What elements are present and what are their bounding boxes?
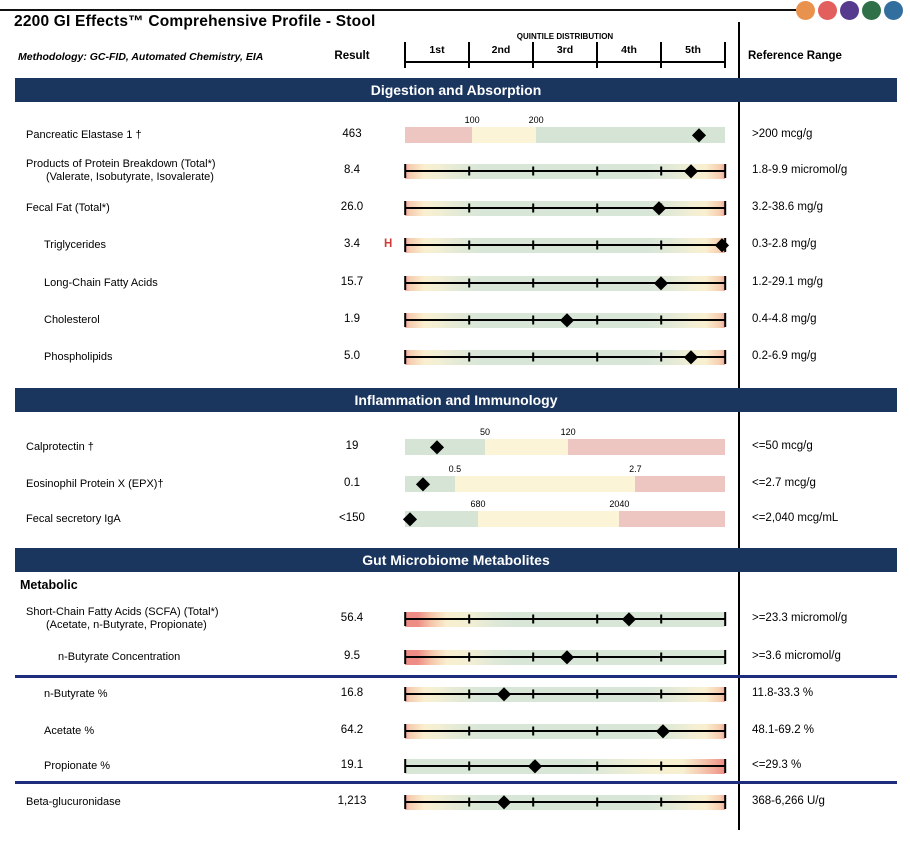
bar-axis-tick <box>532 353 534 362</box>
bar-axis-line <box>405 693 725 695</box>
test-name <box>44 239 106 252</box>
quintile-distribution-header: QUINTILE DISTRIBUTION <box>516 32 614 41</box>
bar-axis-tick <box>404 164 406 178</box>
segment-boundary-label: 120 <box>560 427 576 437</box>
test-name <box>26 441 94 454</box>
test-name <box>26 129 142 142</box>
bar-axis-tick <box>596 316 598 325</box>
bar-axis-tick <box>660 615 662 624</box>
bar-axis-tick <box>724 687 726 701</box>
bar-segment-cream <box>455 476 635 492</box>
result-value: 0.1 <box>344 477 360 489</box>
bar-axis-tick <box>596 762 598 771</box>
quintile-bar <box>405 795 725 810</box>
test-name-line1: Cholesterol <box>44 313 100 326</box>
bar-axis-tick <box>404 313 406 327</box>
ruler-tick <box>404 42 406 68</box>
reference-range: 0.3-2.8 mg/g <box>752 238 817 250</box>
bar-axis-tick <box>532 727 534 736</box>
bar-axis-tick <box>404 650 406 664</box>
bar-axis-tick <box>468 167 470 176</box>
section-header-inflammation: Inflammation and Immunology <box>15 388 897 412</box>
result-value: 1.9 <box>344 313 360 325</box>
bar-axis-tick <box>660 653 662 662</box>
test-name-line1: Pancreatic Elastase 1 † <box>26 128 142 141</box>
bar-axis-tick <box>404 350 406 364</box>
quintile-bar <box>405 313 725 328</box>
bar-axis-tick <box>532 241 534 250</box>
bar-axis-tick <box>532 798 534 807</box>
quintile-bar <box>405 499 725 527</box>
result-marker-diamond <box>560 650 573 663</box>
result-marker-diamond <box>656 724 669 737</box>
reference-range: >=3.6 micromol/g <box>752 650 841 662</box>
quintile-label-3rd: 3rd <box>556 44 574 56</box>
bar-axis-tick <box>660 762 662 771</box>
brand-dot-purple <box>840 1 859 20</box>
bar-axis-tick <box>468 615 470 624</box>
reference-range: >=23.3 micromol/g <box>752 612 848 624</box>
quintile-label-5th: 5th <box>685 44 701 56</box>
test-name-line1: Fecal secretory IgA <box>26 512 121 525</box>
bar-axis-tick <box>724 650 726 664</box>
bar-segment-cream <box>472 127 536 143</box>
bar-axis-tick <box>724 201 726 215</box>
bar-axis-tick <box>596 798 598 807</box>
brand-dot-green <box>862 1 881 20</box>
test-name-line1: Long-Chain Fatty Acids <box>44 276 158 289</box>
bar-axis-line <box>405 618 725 620</box>
test-name-line1: Acetate % <box>44 724 95 737</box>
test-name-line1: Eosinophil Protein X (EPX)† <box>26 477 164 490</box>
bar-axis-tick <box>532 690 534 699</box>
brand-dot-orange <box>796 1 815 20</box>
bar-axis-line <box>405 765 725 767</box>
bar-axis-tick <box>468 727 470 736</box>
bar-axis-tick <box>596 690 598 699</box>
column-separator-line <box>738 22 740 830</box>
bar-axis-tick <box>404 724 406 738</box>
segment-boundary-label: 0.5 <box>448 464 462 474</box>
result-marker-diamond <box>654 276 667 289</box>
result-value: 9.5 <box>344 650 360 662</box>
segment-boundary-label: 50 <box>479 427 491 437</box>
ruler-tick <box>724 42 726 68</box>
bar-axis-tick <box>596 279 598 288</box>
quintile-bar <box>405 201 725 216</box>
test-name-line1: Phospholipids <box>44 350 113 363</box>
bar-axis-line <box>405 730 725 732</box>
page-title: 2200 GI Effects™ Comprehensive Profile - Stool <box>14 13 376 30</box>
test-name-line1: Propionate % <box>44 759 111 772</box>
test-name-line1: Triglycerides <box>44 238 106 251</box>
brand-dot-red <box>818 1 837 20</box>
bar-axis-line <box>405 207 725 209</box>
bar-axis-tick <box>532 279 534 288</box>
bar-axis-tick <box>660 241 662 250</box>
bar-axis-tick <box>404 687 406 701</box>
test-name <box>44 277 158 290</box>
bar-axis-tick <box>596 727 598 736</box>
section-header-digestion: Digestion and Absorption <box>15 78 897 102</box>
ruler-tick <box>468 42 470 68</box>
reference-range: <=2,040 mcg/mL <box>752 512 839 524</box>
ruler-tick <box>596 42 598 68</box>
bar-axis-line <box>405 356 725 358</box>
bar-axis-tick <box>724 724 726 738</box>
test-name <box>44 760 110 773</box>
section-divider <box>15 781 897 784</box>
bar-axis-tick <box>596 204 598 213</box>
bar-axis-tick <box>724 164 726 178</box>
test-name-line2: (Valerate, Isobutyrate, Isovalerate) <box>46 170 214 183</box>
quintile-label-4th: 4th <box>621 44 637 56</box>
bar-segment-green <box>405 476 455 492</box>
bar-segment-cream <box>485 439 568 455</box>
reference-range: 11.8-33.3 % <box>752 687 814 699</box>
bar-axis-tick <box>468 653 470 662</box>
test-name-line1: Fecal Fat (Total*) <box>26 201 110 214</box>
bar-segment-cream <box>478 511 619 527</box>
ruler-baseline <box>405 61 725 63</box>
metabolic-subheading: Metabolic <box>20 578 78 592</box>
result-value: 3.4 <box>344 238 360 250</box>
bar-axis-tick <box>532 204 534 213</box>
bar-axis-tick <box>468 353 470 362</box>
test-name-line1: n-Butyrate Concentration <box>58 650 181 663</box>
bar-axis-line <box>405 282 725 284</box>
bar-axis-tick <box>660 353 662 362</box>
bar-segment-pink <box>635 476 725 492</box>
bar-axis-tick <box>596 353 598 362</box>
bar-axis-tick <box>404 201 406 215</box>
result-marker-diamond <box>497 687 510 700</box>
test-name <box>26 606 219 631</box>
methodology-note: Methodology: GC-FID, Automated Chemistry, EIA <box>18 51 264 63</box>
top-rule <box>0 9 796 11</box>
test-name-line1: n-Butyrate % <box>44 687 108 700</box>
reference-range: <=2.7 mcg/g <box>752 477 816 489</box>
test-name <box>58 651 180 664</box>
bar-axis-tick <box>468 798 470 807</box>
bar-segment-pink <box>619 511 725 527</box>
bar-axis-tick <box>468 204 470 213</box>
bar-axis-tick <box>468 241 470 250</box>
test-name-line1: Products of Protein Breakdown (Total*) <box>26 158 216 170</box>
bar-axis-tick <box>404 795 406 809</box>
bar-axis-tick <box>596 653 598 662</box>
segment-boundary-label: 2040 <box>609 499 630 509</box>
bar-axis-tick <box>596 167 598 176</box>
section-divider <box>15 675 897 678</box>
bar-axis-tick <box>468 316 470 325</box>
quintile-bar <box>405 238 725 253</box>
quintile-bar <box>405 427 725 455</box>
reference-range: 48.1-69.2 % <box>752 724 815 736</box>
quintile-bar <box>405 759 725 774</box>
result-value: 56.4 <box>340 612 364 624</box>
result-marker-diamond <box>653 201 666 214</box>
ruler-tick <box>532 42 534 68</box>
bar-axis-tick <box>660 798 662 807</box>
bar-axis-tick <box>724 350 726 364</box>
reference-range: 368-6,266 U/g <box>752 795 825 807</box>
bar-axis-tick <box>660 167 662 176</box>
bar-axis-line <box>405 801 725 803</box>
quintile-bar <box>405 464 725 492</box>
bar-axis-tick <box>724 313 726 327</box>
test-name <box>26 158 216 183</box>
quintile-bar <box>405 115 725 143</box>
bar-axis-tick <box>404 759 406 773</box>
bar-axis-tick <box>660 690 662 699</box>
result-value: 463 <box>342 128 362 140</box>
test-name <box>26 202 110 215</box>
result-marker-diamond <box>685 350 698 363</box>
result-marker-diamond <box>715 238 728 251</box>
test-name-line1: Beta-glucuronidase <box>26 795 121 808</box>
quintile-bar <box>405 350 725 365</box>
test-name <box>44 725 94 738</box>
section-header-gut-microbiome: Gut Microbiome Metabolites <box>15 548 897 572</box>
result-value: 16.8 <box>340 687 364 699</box>
result-value: 1,213 <box>337 795 367 807</box>
test-name <box>44 351 113 364</box>
bar-axis-tick <box>724 612 726 626</box>
reference-range-column-header: Reference Range <box>748 50 842 62</box>
bar-axis-tick <box>596 241 598 250</box>
test-name <box>44 314 100 327</box>
bar-axis-tick <box>404 612 406 626</box>
result-marker-diamond <box>685 164 698 177</box>
bar-axis-tick <box>724 795 726 809</box>
result-value: 5.0 <box>344 350 360 362</box>
bar-axis-line <box>405 170 725 172</box>
result-value: <150 <box>339 512 365 524</box>
bar-axis-tick <box>404 276 406 290</box>
test-name <box>26 796 121 809</box>
bar-axis-line <box>405 244 725 246</box>
bar-axis-tick <box>468 279 470 288</box>
test-name <box>44 688 108 701</box>
reference-range: <=29.3 % <box>752 759 802 771</box>
bar-segment-pink <box>405 127 472 143</box>
quintile-bar <box>405 612 725 627</box>
result-column-header: Result <box>334 50 370 62</box>
result-marker-diamond <box>497 795 510 808</box>
high-flag: H <box>384 238 393 250</box>
bar-segment-green <box>405 439 485 455</box>
reference-range: 1.8-9.9 micromol/g <box>752 164 848 176</box>
reference-range: 1.2-29.1 mg/g <box>752 276 823 288</box>
test-name <box>26 513 121 526</box>
segment-boundary-label: 100 <box>464 115 480 125</box>
result-marker-diamond <box>528 759 541 772</box>
bar-axis-tick <box>596 615 598 624</box>
quintile-bar <box>405 164 725 179</box>
result-value: 19.1 <box>340 759 364 771</box>
bar-axis-tick <box>532 167 534 176</box>
quintile-label-2nd: 2nd <box>491 44 511 56</box>
bar-axis-tick <box>532 653 534 662</box>
test-name-line1: Calprotectin † <box>26 440 94 453</box>
segment-boundary-label: 2.7 <box>629 464 642 474</box>
bar-segment-pink <box>568 439 725 455</box>
test-name-line1: Short-Chain Fatty Acids (SCFA) (Total*) <box>26 606 219 618</box>
quintile-bar <box>405 276 725 291</box>
test-name-line2: (Acetate, n-Butyrate, Propionate) <box>46 618 207 631</box>
bar-axis-tick <box>532 615 534 624</box>
result-value: 15.7 <box>340 276 364 288</box>
quintile-ruler <box>405 42 725 68</box>
reference-range: 3.2-38.6 mg/g <box>752 201 823 213</box>
quintile-label-1st: 1st <box>429 44 445 56</box>
reference-range: 0.4-4.8 mg/g <box>752 313 817 325</box>
reference-range: >200 mcg/g <box>752 128 813 140</box>
bar-axis-tick <box>660 316 662 325</box>
bar-axis-tick <box>468 762 470 771</box>
brand-dot-blue <box>884 1 903 20</box>
bar-axis-tick <box>724 276 726 290</box>
result-value: 64.2 <box>340 724 364 736</box>
bar-axis-tick <box>404 238 406 252</box>
result-marker-diamond <box>560 313 573 326</box>
result-value: 26.0 <box>340 201 364 213</box>
quintile-bar <box>405 724 725 739</box>
segment-boundary-label: 680 <box>470 499 486 509</box>
reference-range: <=50 mcg/g <box>752 440 813 452</box>
quintile-bar <box>405 650 725 665</box>
result-value: 19 <box>345 440 359 452</box>
test-name <box>26 478 164 491</box>
segment-boundary-label: 200 <box>528 115 544 125</box>
bar-axis-tick <box>724 759 726 773</box>
quintile-bar <box>405 687 725 702</box>
ruler-tick <box>660 42 662 68</box>
result-value: 8.4 <box>344 164 360 176</box>
result-marker-diamond <box>622 612 635 625</box>
bar-axis-tick <box>468 690 470 699</box>
bar-axis-tick <box>532 316 534 325</box>
reference-range: 0.2-6.9 mg/g <box>752 350 817 362</box>
